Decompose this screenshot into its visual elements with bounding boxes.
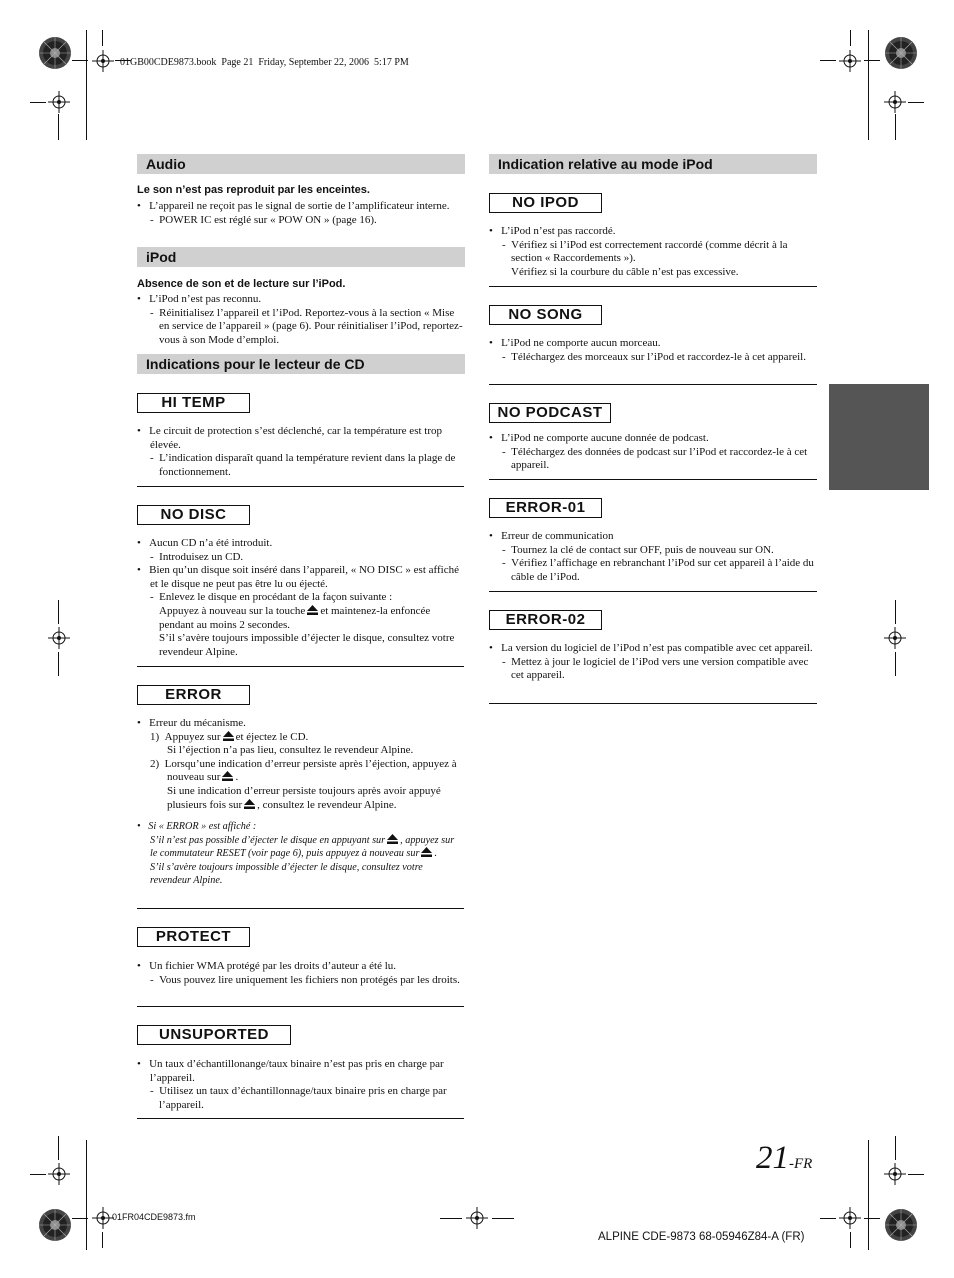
display-label-hi-temp: HI TEMP	[137, 393, 250, 413]
error-text	[137, 717, 463, 812]
crop-line	[58, 1136, 59, 1160]
nodisc-text	[137, 537, 463, 659]
crosshair-icon	[92, 50, 114, 72]
list-item: Si l’éjection n’a pas lieu, consultez le revendeur Alpine.	[167, 744, 414, 757]
list-item: • Un taux d’échantillonange/taux binaire n’est pas pris en charge par l’appareil.	[137, 1058, 444, 1084]
crop-line	[30, 1174, 46, 1175]
noipod-text	[489, 225, 817, 279]
page-number-suffix: -FR	[789, 1156, 813, 1172]
crop-line	[58, 652, 59, 676]
hitemp-text	[137, 425, 463, 479]
list-item: • L’iPod n’est pas raccordé.	[489, 225, 616, 237]
list-item: • Le circuit de protection s’est déclenché, car la température est trop élevée.	[137, 425, 442, 451]
list-item: - Réinitialisez l’appareil et l’iPod. Reportez-vous à la section « Mise en service de l’appareil » (page 6). Pour réinitialiser l’iPod, reportez-vous à son Mode d’emploi.	[150, 306, 463, 346]
ipod-text	[137, 293, 463, 347]
list-item: • L’iPod n’est pas reconnu.	[137, 293, 262, 305]
display-label-no-song: NO SONG	[489, 305, 602, 325]
crosshair-icon	[48, 627, 70, 649]
eject-icon	[421, 847, 432, 857]
audio-text	[137, 200, 463, 227]
divider	[489, 286, 817, 287]
list-item: - Enlevez le disque en procédant de la façon suivante :	[150, 591, 393, 604]
crop-line	[86, 30, 87, 140]
ipod-subtitle: Absence de son et de lecture sur l’iPod.	[137, 278, 346, 290]
divider	[489, 384, 817, 385]
crop-line	[30, 102, 46, 103]
crop-line	[895, 652, 896, 676]
list-item: - Téléchargez des morceaux sur l’iPod et raccordez-le à cet appareil.	[502, 350, 806, 363]
list-item: - Mettez à jour le logiciel de l’iPod vers une version compatible avec cet appareil.	[502, 655, 809, 682]
list-item: • Un fichier WMA protégé par les droits d’auteur a été lu.	[137, 960, 397, 972]
protect-text	[137, 960, 463, 987]
crosshair-icon	[884, 1163, 906, 1185]
list-item: • Si « ERROR » est affiché :	[137, 821, 257, 832]
crop-line	[864, 1218, 880, 1219]
eject-icon	[307, 605, 318, 615]
list-item: S’il s’avère toujours impossible d’éjecter le disque, consultez votre revendeur Alpine.	[159, 632, 455, 658]
crosshair-icon	[839, 50, 861, 72]
list-item: - Vérifiez l’affichage en rebranchant l’iPod sur cet appareil à l’aide du câble de l’iPod.	[502, 557, 814, 583]
list-item: 1) Appuyez sur et éjectez le CD.	[150, 730, 309, 743]
crop-line	[895, 1136, 896, 1160]
list-item: - L’indication disparaît quand la température revient dans la plage de fonctionnement.	[150, 452, 456, 478]
divider	[137, 486, 464, 487]
display-label-unsuported: UNSUPORTED	[137, 1025, 291, 1045]
section-bar-ipod: iPod	[137, 247, 465, 267]
list-item: S’il n’est pas possible d’éjecter le disque en appuyant sur , appuyez sur le commutateur RESET (voir page 6), puis appuyez à nouveau sur .	[150, 834, 455, 860]
list-item: • L’iPod ne comporte aucun morceau.	[489, 337, 661, 349]
crop-line	[864, 60, 880, 61]
list-item: Si une indication d’erreur persiste toujours après avoir appuyé plusieurs fois sur , consultez le revendeur Alpine.	[167, 784, 441, 811]
eject-icon	[222, 771, 233, 781]
crop-line	[58, 114, 59, 140]
list-item: - Utilisez un taux d’échantillonnage/taux binaire pris en charge par l’appareil.	[150, 1085, 447, 1111]
list-item: - Introduisez un CD.	[150, 550, 244, 563]
crop-line	[908, 1174, 924, 1175]
crop-line	[102, 30, 103, 46]
side-tab	[829, 384, 929, 490]
registration-starburst-icon	[38, 1208, 72, 1242]
audio-subtitle: Le son n’est pas reproduit par les enceintes.	[137, 184, 370, 196]
list-item: • Aucun CD n’a été introduit.	[137, 537, 273, 549]
err01-text	[489, 530, 817, 584]
list-item: • Bien qu’un disque soit inséré dans l’appareil, « NO DISC » est affiché et le disque ne peut pas être lu ou éjecté.	[137, 564, 459, 590]
crop-line	[850, 1232, 851, 1248]
crosshair-icon	[839, 1207, 861, 1229]
display-label-no-podcast: NO PODCAST	[489, 403, 611, 423]
list-item: • Erreur de communication	[489, 530, 614, 542]
page-number	[756, 1140, 812, 1177]
crop-line	[895, 600, 896, 624]
section-bar-ipod-mode: Indication relative au mode iPod	[489, 154, 817, 174]
crop-line	[868, 1140, 869, 1250]
display-label-no-disc: NO DISC	[137, 505, 250, 525]
error-note	[137, 820, 463, 888]
list-item: S’il s’avère toujours impossible d’éjecter le disque, consultez votre revendeur Alpine.	[150, 861, 423, 887]
unsup-text	[137, 1058, 463, 1112]
divider	[137, 1006, 464, 1007]
crop-line	[102, 1232, 103, 1248]
crop-line	[440, 1218, 462, 1219]
divider	[489, 703, 817, 704]
display-label-protect: PROTECT	[137, 927, 250, 947]
crosshair-icon	[48, 91, 70, 113]
crop-line	[492, 1218, 514, 1219]
list-item: - Tournez la clé de contact sur OFF, puis de nouveau sur ON.	[502, 543, 774, 556]
section-bar-cd: Indications pour le lecteur de CD	[137, 354, 465, 374]
display-label-error: ERROR	[137, 685, 250, 705]
footer-file-name: 01FR04CDE9873.fm	[112, 1212, 196, 1222]
file-info-header: 01GB00CDE9873.book Page 21 Friday, September 22, 2006 5:17 PM	[120, 57, 409, 68]
crosshair-icon	[48, 1163, 70, 1185]
crop-line	[868, 30, 869, 140]
divider	[137, 1118, 464, 1119]
list-item: - Téléchargez des données de podcast sur l’iPod et raccordez-le à cet appareil.	[502, 445, 808, 472]
err02-text	[489, 642, 817, 683]
nosong-text	[489, 337, 817, 364]
registration-starburst-icon	[38, 36, 72, 70]
display-label-error-02: ERROR-02	[489, 610, 602, 630]
crop-line	[86, 1140, 87, 1250]
eject-icon	[223, 731, 234, 741]
section-bar-audio: Audio	[137, 154, 465, 174]
list-item: 2) Lorsqu’une indication d’erreur persiste après l’éjection, appuyez à nouveau sur .	[150, 757, 457, 784]
crop-line	[908, 102, 924, 103]
registration-starburst-icon	[884, 1208, 918, 1242]
crop-line	[820, 1218, 836, 1219]
crosshair-icon	[92, 1207, 114, 1229]
crop-line	[850, 30, 851, 46]
crosshair-icon	[884, 627, 906, 649]
eject-icon	[244, 799, 255, 809]
display-label-no-ipod: NO IPOD	[489, 193, 602, 213]
list-item: - Vérifiez si l’iPod est correctement raccordé (comme décrit à la section « Raccordements »).	[502, 238, 788, 265]
list-item: • L’iPod ne comporte aucune donnée de podcast.	[489, 432, 709, 444]
list-item: - Vous pouvez lire uniquement les fichiers non protégés par les droits.	[150, 973, 460, 986]
footer-model: ALPINE CDE-9873 68-05946Z84-A (FR)	[598, 1231, 805, 1243]
divider	[489, 479, 817, 480]
page-number-value: 21	[756, 1140, 789, 1176]
display-label-error-01: ERROR-01	[489, 498, 602, 518]
crop-line	[58, 600, 59, 624]
crop-line	[820, 60, 836, 61]
nopodcast-text	[489, 432, 817, 473]
list-item: - POWER IC est réglé sur « POW ON » (page 16).	[150, 213, 377, 226]
divider	[489, 591, 817, 592]
list-item: • La version du logiciel de l’iPod n’est pas compatible avec cet appareil.	[489, 642, 813, 654]
crosshair-icon	[466, 1207, 488, 1229]
crosshair-icon	[884, 91, 906, 113]
divider	[137, 666, 464, 667]
eject-icon	[387, 834, 398, 844]
list-item: • L’appareil ne reçoit pas le signal de sortie de l’amplificateur interne.	[137, 200, 450, 212]
divider	[137, 908, 464, 909]
crop-line	[895, 114, 896, 140]
list-item: Vérifiez si la courbure du câble n’est pas excessive.	[511, 265, 739, 278]
list-item: • Erreur du mécanisme.	[137, 717, 246, 729]
list-item: Appuyez à nouveau sur la touche et maintenez-la enfoncée pendant au moins 2 secondes.	[159, 604, 431, 631]
registration-starburst-icon	[884, 36, 918, 70]
